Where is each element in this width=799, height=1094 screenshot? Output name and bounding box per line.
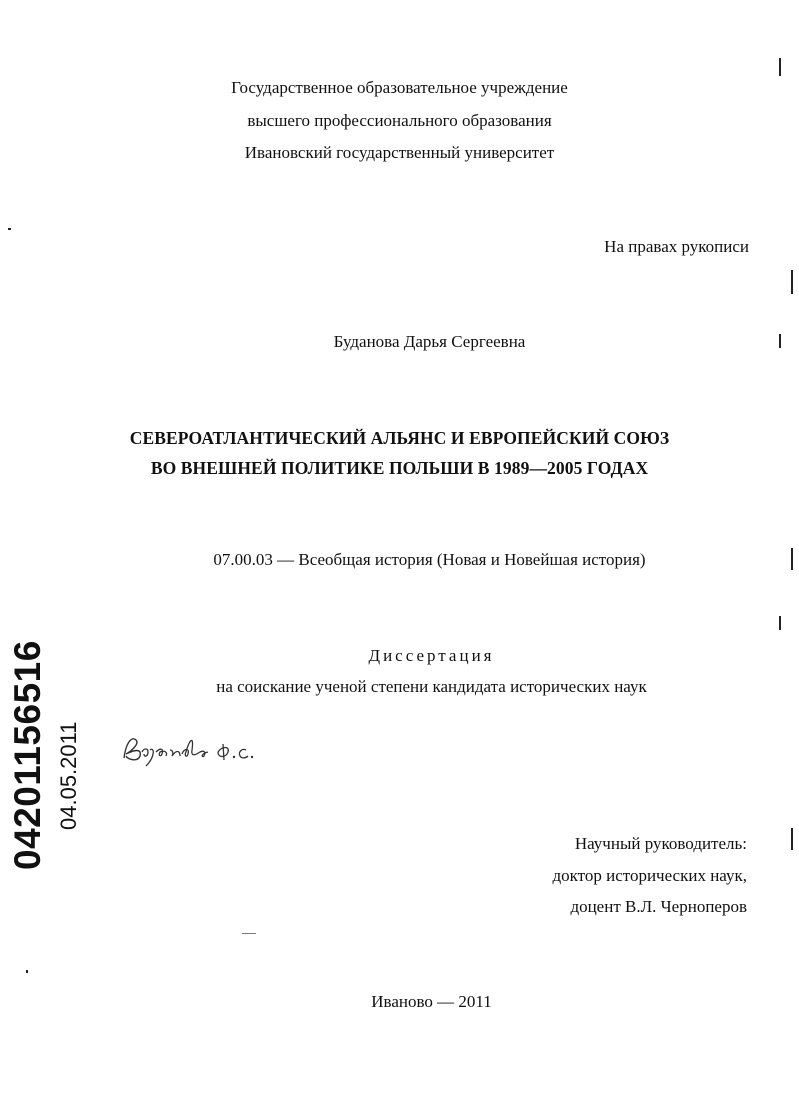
scan-mark	[26, 970, 28, 973]
title-line-2: ВО ВНЕШНЕЙ ПОЛИТИКЕ ПОЛЬШИ В 1989—2005 ГОДАХ	[150, 458, 649, 478]
scan-mark	[8, 228, 11, 230]
work-type-label: Диссертация	[368, 646, 495, 665]
stamp-date: 04.05.2011	[56, 721, 81, 830]
supervisor-heading: Научный руководитель:	[574, 834, 747, 853]
scan-mark	[779, 334, 781, 348]
author-name: Буданова Дарья Сергеевна	[333, 332, 526, 351]
degree-text: на соискание ученой степени кандидата исторических наук	[216, 677, 647, 696]
supervisor-name: доцент В.Л. Черноперов	[570, 897, 747, 916]
scan-mark	[791, 270, 793, 294]
institution-line-3: Ивановский государственный университет	[244, 143, 555, 162]
scan-mark	[242, 933, 256, 934]
supervisor-degree: доктор исторических наук,	[552, 866, 747, 885]
institution-line-2: высшего профессионального образования	[247, 111, 552, 130]
signature	[118, 730, 268, 770]
signature-image	[118, 730, 268, 770]
institution-line-1: Государственное образовательное учреждение	[231, 78, 568, 97]
library-stamp	[8, 640, 88, 870]
title-line-1: СЕВЕРОАТЛАНТИЧЕСКИЙ АЛЬЯНС И ЕВРОПЕЙСКИЙ СОЮЗ	[129, 428, 670, 448]
scan-mark	[779, 616, 781, 630]
scan-mark	[779, 58, 781, 76]
manuscript-note: На правах рукописи	[604, 237, 749, 256]
place-year: Иваново — 2011	[371, 992, 492, 1011]
specialty: 07.00.03 — Всеобщая история (Новая и Новейшая история)	[213, 550, 646, 569]
scan-mark	[791, 548, 793, 570]
scan-mark	[791, 828, 793, 850]
stamp-code: 04201156516	[7, 640, 48, 870]
